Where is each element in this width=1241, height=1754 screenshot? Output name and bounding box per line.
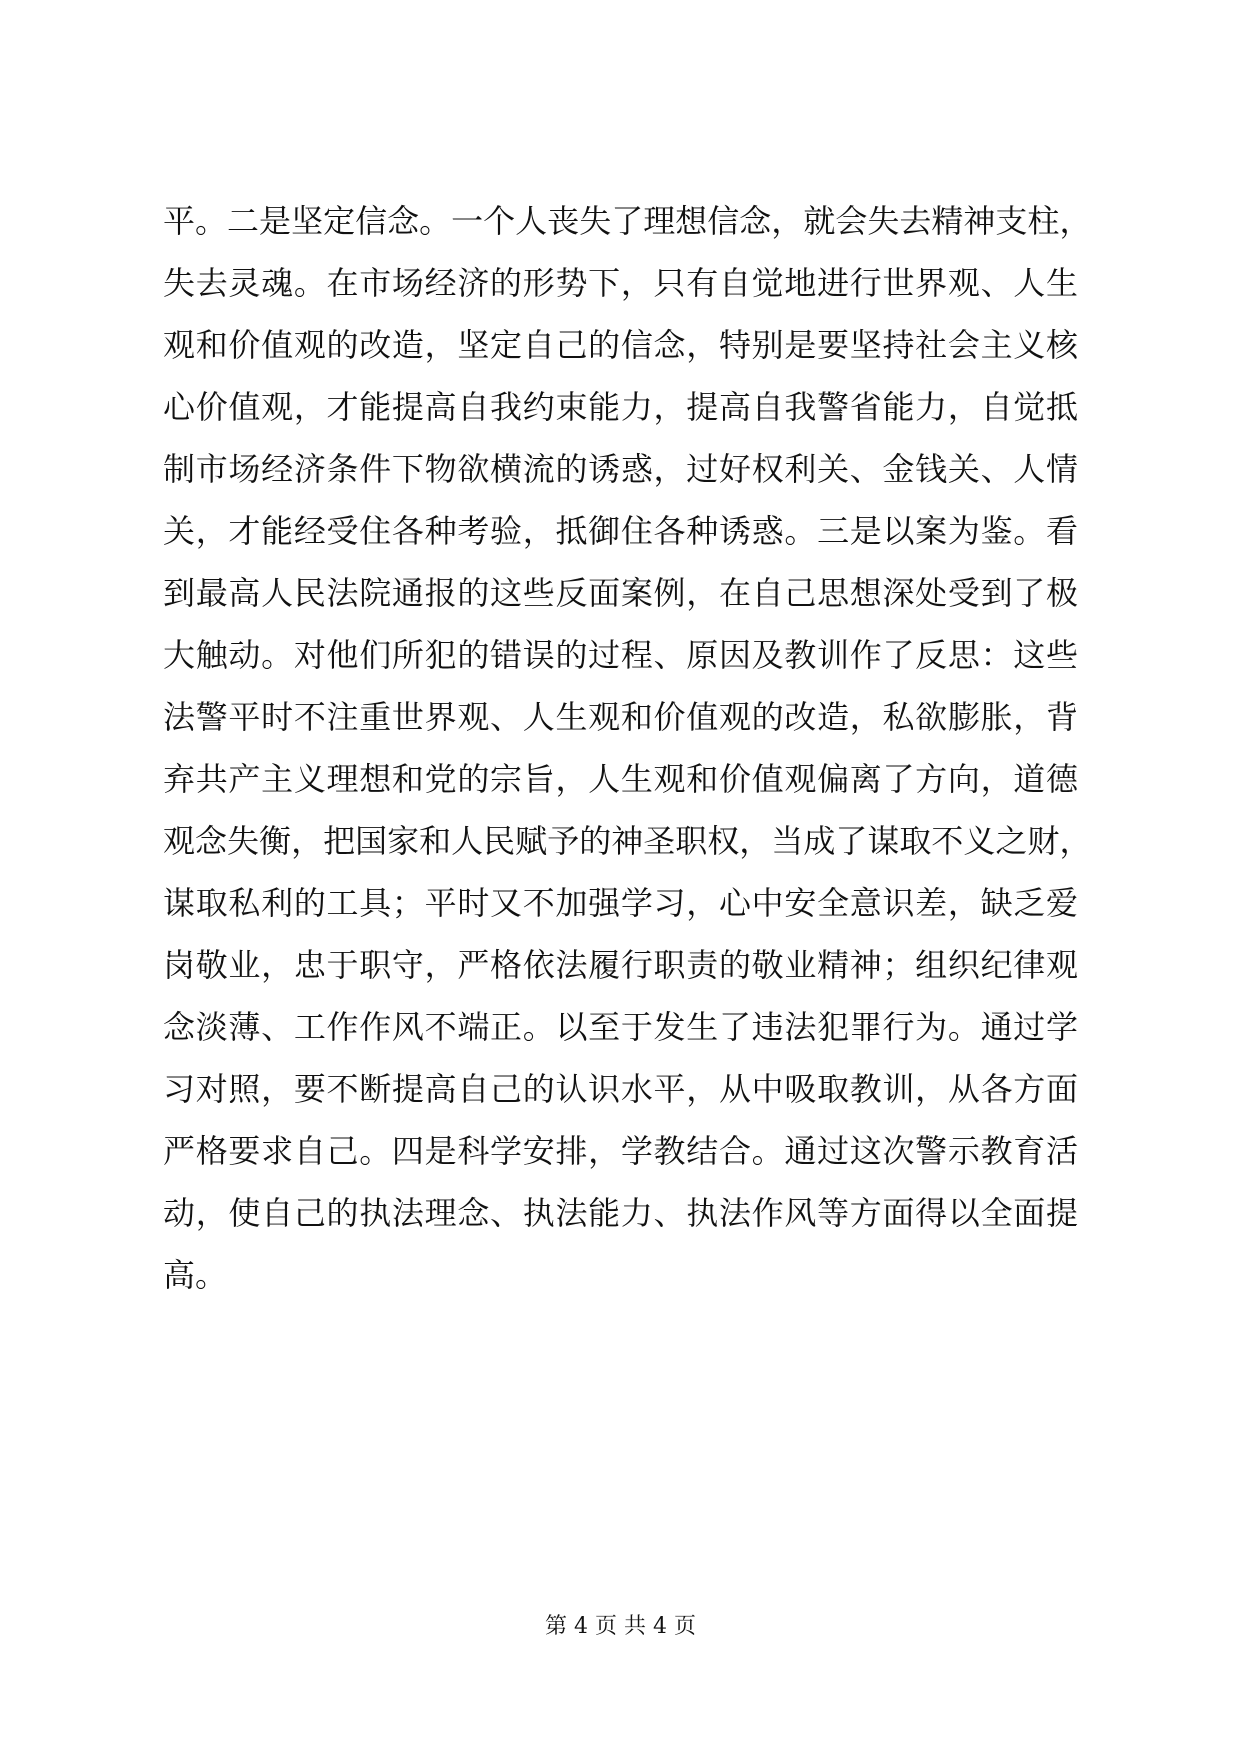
text-line: 法 警 平 时 不 注 重 世 界 观 、 人 生 观 和 价 值 观 的 改 造 ， 私 欲 膨 胀 ， 背 xyxy=(163,698,1078,736)
text-line: 到 最 高 人 民 法 院 通 报 的 这 些 反 面 案 例 ， 在 自 己 思 想 深 处 受 到 了 极 xyxy=(163,574,1078,612)
text-line: 念 淡 薄 、 工 作 作 风 不 端 正 。 以 至 于 发 生 了 违 法 犯 罪 行 为 。 通 过 学 xyxy=(163,1008,1078,1046)
text-line: 观 念 失 衡 ， 把 国 家 和 人 民 赋 予 的 神 圣 职 权 ， 当 成 了 谋 取 不 义 之 财 ， xyxy=(163,822,1092,860)
text-line: 大 触 动 。 对 他 们 所 犯 的 错 误 的 过 程 、 原 因 及 教 训 作 了 反 思 ： 这 些 xyxy=(163,636,1078,674)
text-line: 动 ， 使 自 己 的 执 法 理 念 、 执 法 能 力 、 执 法 作 风 等 方 面 得 以 全 面 提 xyxy=(163,1194,1078,1232)
text-line: 弃 共 产 主 义 理 想 和 党 的 宗 旨 ， 人 生 观 和 价 值 观 偏 离 了 方 向 ， 道 德 xyxy=(163,760,1078,798)
text-line: 制 市 场 经 济 条 件 下 物 欲 横 流 的 诱 惑 ， 过 好 权 利 关 、 金 钱 关 、 人 情 xyxy=(163,450,1078,488)
text-line: 谋 取 私 利 的 工 具 ； 平 时 又 不 加 强 学 习 ， 心 中 安 全 意 识 差 ， 缺 乏 爱 xyxy=(163,884,1078,922)
body-text xyxy=(163,190,1092,1306)
text-line: 岗 敬 业 ， 忠 于 职 守 ， 严 格 依 法 履 行 职 责 的 敬 业 精 神 ； 组 织 纪 律 观 xyxy=(163,946,1078,984)
text-line: 严 格 要 求 自 己 。 四 是 科 学 安 排 ， 学 教 结 合 。 通 过 这 次 警 示 教 育 活 xyxy=(163,1132,1078,1170)
text-line: 观 和 价 值 观 的 改 造 ， 坚 定 自 己 的 信 念 ， 特 别 是 要 坚 持 社 会 主 义 核 xyxy=(163,326,1078,364)
text-line: 高。 xyxy=(163,1256,228,1294)
text-line: 关 ， 才 能 经 受 住 各 种 考 验 ， 抵 御 住 各 种 诱 惑 。 三 是 以 案 为 鉴 。 看 xyxy=(163,512,1078,550)
text-line: 心 价 值 观 ， 才 能 提 高 自 我 约 束 能 力 ， 提 高 自 我 警 省 能 力 ， 自 觉 抵 xyxy=(163,388,1078,426)
text-line: 习 对 照 ， 要 不 断 提 高 自 己 的 认 识 水 平 ， 从 中 吸 取 教 训 ， 从 各 方 面 xyxy=(163,1070,1078,1108)
text-line: 平 。 二 是 坚 定 信 念 。 一 个 人 丧 失 了 理 想 信 念 ， 就 会 失 去 精 神 支 柱 ， xyxy=(163,202,1092,240)
page-number-footer: 第 4 页 共 4 页 xyxy=(545,1614,696,1639)
text-line: 失 去 灵 魂 。 在 市 场 经 济 的 形 势 下 ， 只 有 自 觉 地 进 行 世 界 观 、 人 生 xyxy=(163,264,1078,302)
